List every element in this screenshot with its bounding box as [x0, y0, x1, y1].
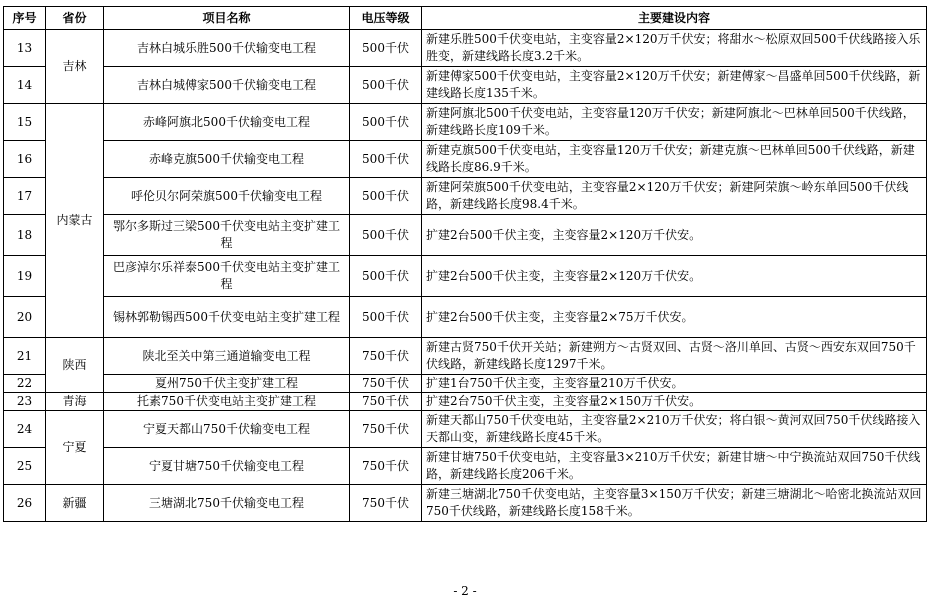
header-project: 项目名称 — [104, 7, 350, 30]
table-row — [4, 256, 927, 297]
row-no: 20 — [4, 297, 46, 338]
construction-content: 新建阿荣旗500千伏变电站，主变容量2×120万千伏安；新建阿荣旗～岭东单回500千伏线路，新建线路长度98.4千米。 — [422, 178, 927, 215]
row-no: 18 — [4, 215, 46, 256]
construction-content: 新建三塘湖北750千伏变电站，主变容量3×150万千伏安；新建三塘湖北～哈密北换流站双回750千伏线路，新建线路长度158千米。 — [422, 485, 927, 522]
construction-content: 新建克旗500千伏变电站，主变容量120万千伏安；新建克旗～巴林单回500千伏线路，新建线路长度86.9千米。 — [422, 141, 927, 178]
voltage-level: 500千伏 — [350, 141, 422, 178]
province-cell: 内蒙古 — [46, 104, 104, 338]
construction-content: 新建古贤750千伏开关站；新建朔方～古贤双回、古贤～洛川单回、古贤～西安东双回750千伏线路，新建线路长度1297千米。 — [422, 338, 927, 375]
construction-content: 新建甘塘750千伏变电站，主变容量3×210万千伏安；新建甘塘～中宁换流站双回750千伏线路，新建线路长度206千米。 — [422, 448, 927, 485]
row-no: 23 — [4, 393, 46, 411]
voltage-level: 750千伏 — [350, 393, 422, 411]
construction-content: 新建乐胜500千伏变电站，主变容量2×120万千伏安；将甜水～松原双回500千伏线路接入乐胜变，新建线路长度3.2千米。 — [422, 30, 927, 67]
row-no: 16 — [4, 141, 46, 178]
table-row — [4, 67, 927, 104]
table-row — [4, 411, 927, 448]
table-row — [4, 393, 927, 411]
header-voltage: 电压等级 — [350, 7, 422, 30]
voltage-level: 500千伏 — [350, 67, 422, 104]
construction-content: 扩建2台500千伏主变，主变容量2×120万千伏安。 — [422, 256, 927, 297]
province-cell: 吉林 — [46, 30, 104, 104]
table-row — [4, 375, 927, 393]
table-row — [4, 485, 927, 522]
voltage-level: 750千伏 — [350, 485, 422, 522]
row-no: 14 — [4, 67, 46, 104]
project-name: 赤峰阿旗北500千伏输变电工程 — [104, 104, 350, 141]
voltage-level: 500千伏 — [350, 297, 422, 338]
voltage-level: 500千伏 — [350, 30, 422, 67]
row-no: 26 — [4, 485, 46, 522]
project-name: 陕北至关中第三通道输变电工程 — [104, 338, 350, 375]
header-no: 序号 — [4, 7, 46, 30]
project-name: 宁夏甘塘750千伏输变电工程 — [104, 448, 350, 485]
project-name: 吉林白城乐胜500千伏输变电工程 — [104, 30, 350, 67]
header-province: 省份 — [46, 7, 104, 30]
voltage-level: 750千伏 — [350, 375, 422, 393]
province-cell: 新疆 — [46, 485, 104, 522]
projects-table — [3, 6, 927, 522]
header-content: 主要建设内容 — [422, 7, 927, 30]
header-row — [4, 7, 927, 30]
province-cell: 宁夏 — [46, 411, 104, 485]
row-no: 25 — [4, 448, 46, 485]
voltage-level: 750千伏 — [350, 448, 422, 485]
project-name: 三塘湖北750千伏输变电工程 — [104, 485, 350, 522]
table-row — [4, 30, 927, 67]
table-row — [4, 178, 927, 215]
project-name: 托素750千伏变电站主变扩建工程 — [104, 393, 350, 411]
voltage-level: 500千伏 — [350, 215, 422, 256]
row-no: 19 — [4, 256, 46, 297]
voltage-level: 750千伏 — [350, 411, 422, 448]
voltage-level: 500千伏 — [350, 256, 422, 297]
project-name: 宁夏天都山750千伏输变电工程 — [104, 411, 350, 448]
row-no: 13 — [4, 30, 46, 67]
project-name: 鄂尔多斯过三梁500千伏变电站主变扩建工程 — [104, 215, 350, 256]
voltage-level: 500千伏 — [350, 178, 422, 215]
project-name: 巴彦淖尔乐祥泰500千伏变电站主变扩建工程 — [104, 256, 350, 297]
page-number: - 2 - — [453, 584, 477, 598]
table-row — [4, 448, 927, 485]
construction-content: 新建傅家500千伏变电站，主变容量2×120万千伏安；新建傅家～昌盛单回500千伏线路，新建线路长度135千米。 — [422, 67, 927, 104]
row-no: 17 — [4, 178, 46, 215]
table-row — [4, 338, 927, 375]
table-row — [4, 297, 927, 338]
construction-content: 扩建2台750千伏主变，主变容量2×150万千伏安。 — [422, 393, 927, 411]
row-no: 24 — [4, 411, 46, 448]
construction-content: 扩建2台500千伏主变，主变容量2×120万千伏安。 — [422, 215, 927, 256]
project-name: 吉林白城傅家500千伏输变电工程 — [104, 67, 350, 104]
project-name: 锡林郭勒锡西500千伏变电站主变扩建工程 — [104, 297, 350, 338]
row-no: 15 — [4, 104, 46, 141]
voltage-level: 500千伏 — [350, 104, 422, 141]
construction-content: 新建天都山750千伏变电站，主变容量2×210万千伏安；将白银～黄河双回750千伏线路接入天都山变，新建线路长度45千米。 — [422, 411, 927, 448]
construction-content: 扩建2台500千伏主变，主变容量2×75万千伏安。 — [422, 297, 927, 338]
row-no: 22 — [4, 375, 46, 393]
province-cell: 陕西 — [46, 338, 104, 393]
table-row — [4, 215, 927, 256]
province-cell: 青海 — [46, 393, 104, 411]
voltage-level: 750千伏 — [350, 338, 422, 375]
project-name: 赤峰克旗500千伏输变电工程 — [104, 141, 350, 178]
construction-content: 新建阿旗北500千伏变电站，主变容量120万千伏安；新建阿旗北～巴林单回500千伏线路，新建线路长度109千米。 — [422, 104, 927, 141]
construction-content: 扩建1台750千伏主变，主变容量210万千伏安。 — [422, 375, 927, 393]
row-no: 21 — [4, 338, 46, 375]
project-name: 夏州750千伏主变扩建工程 — [104, 375, 350, 393]
table-row — [4, 141, 927, 178]
table-row — [4, 104, 927, 141]
project-name: 呼伦贝尔阿荣旗500千伏输变电工程 — [104, 178, 350, 215]
